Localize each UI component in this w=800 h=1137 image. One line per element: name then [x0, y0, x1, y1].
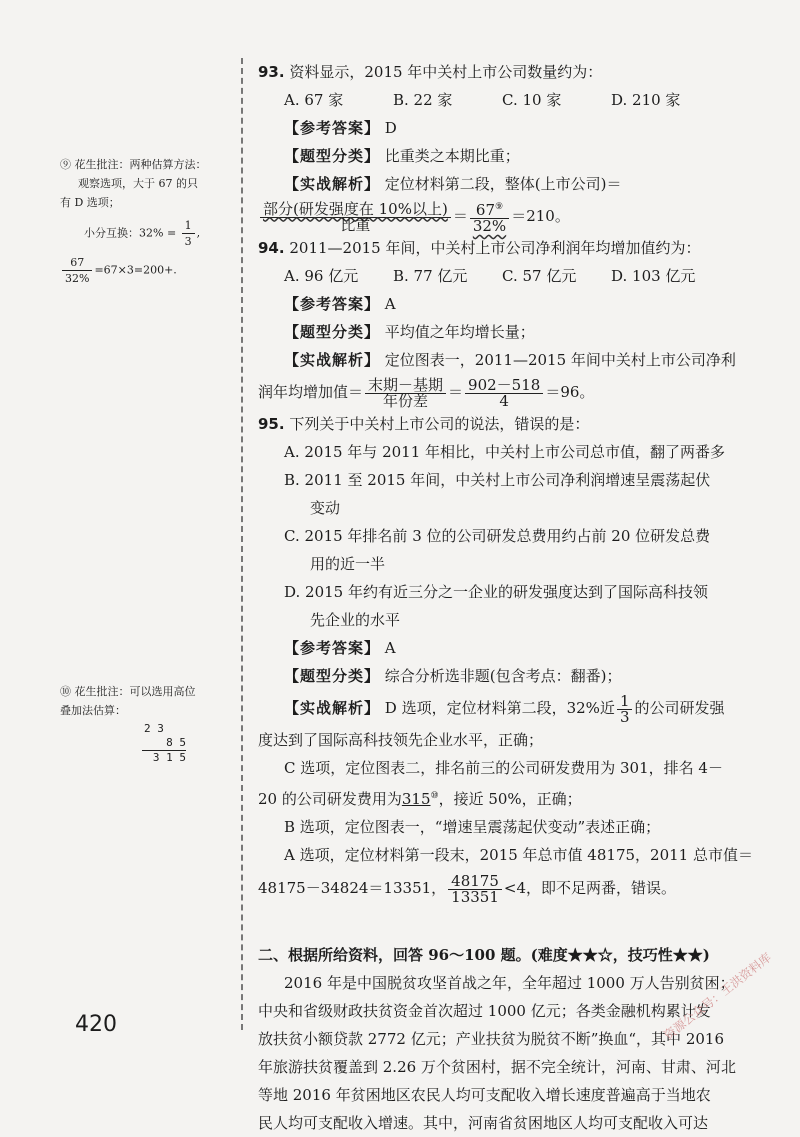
note10-line2: 叠加法估算： — [60, 704, 126, 717]
q94-fraction-1 — [365, 375, 446, 410]
q93-analysis-tag: 【实战解析】 — [284, 175, 381, 193]
q95-stem-line — [258, 410, 720, 438]
section2-para-line-3: 放扶贫小额贷款 2772 亿元；产业扶贫为脱贫不断”换血“，其中 2016 — [258, 1030, 724, 1048]
q95-analysis-line — [258, 690, 725, 726]
section2-para-line-1: 2016 年是中国脱贫攻坚首战之年，全年超过 1000 万人告别贫困； — [284, 974, 735, 992]
q95-d2-den: 13351 — [451, 887, 499, 906]
note9-line2: 观察选项，大于 67 的只 — [78, 177, 198, 190]
q93-analysis: 定位材料第二段，整体(上市公司)＝ — [384, 175, 622, 193]
note9-title: ⑨ 花生批注：两种估算方法： — [60, 158, 207, 171]
q95-analysis-a-cont — [258, 869, 720, 907]
q94-f1-num: 末期－基期 — [365, 378, 446, 394]
note10-column-addition — [142, 722, 186, 765]
q95-d2-pre: 48175－34824＝13351， — [258, 879, 447, 897]
q93-f2-num: 67 — [475, 201, 496, 219]
q95-frac-num: 1 — [617, 694, 633, 710]
q93-footnote-mark: ⑨ — [495, 202, 504, 212]
q95-type-line — [258, 662, 720, 690]
note9-fraction-1-3 — [182, 218, 195, 249]
q95-analysis-b: B 选项，定位图表一，“增速呈震荡起伏变动”表述正确； — [284, 818, 661, 836]
q93-type-tag: 【题型分类】 — [284, 147, 381, 165]
q95-option-d: D. 2015 年约有近三分之一企业的研发强度达到了国际高科技领 — [284, 583, 708, 601]
note9-line3: 有 D 选项； — [60, 196, 120, 209]
q95-c2-post: ，接近 50%，正确； — [438, 790, 582, 808]
q94-option-a: A. 96 亿元 — [284, 267, 359, 285]
q95-option-b: B. 2011 至 2015 年间，中关村上市公司净利润增速呈震荡起伏 — [284, 471, 711, 489]
q94-stem-line — [258, 234, 720, 262]
q95-stem: 下列关于中关村上市公司的说法，错误的是： — [289, 415, 590, 433]
q93-answer-tag: 【参考答案】 — [284, 119, 381, 137]
q94-formula-line: 润年均增加值＝ $\frac{\text{末期－基期}}{\text{年份差}}$ ＝ $\frac{902-518}{4}$ ＝96。 — [258, 375, 595, 410]
q94-stem: 2011—2015 年间，中关村上市公司净利润年均增加值约为： — [289, 239, 701, 257]
note9-frac2-num: 67 — [62, 255, 92, 271]
q95-fraction-1-3 — [617, 691, 633, 726]
note9-line5-text: =67×3=200+. — [94, 263, 177, 277]
q93-fraction-2 — [470, 200, 509, 234]
q93-answer: D — [384, 119, 397, 137]
note9-fraction-67-32 — [62, 255, 92, 286]
q94-fraction-2 — [465, 375, 543, 410]
q95-option-b-cont: 变动 — [310, 499, 341, 517]
note9-line4: 小分互换：32% = $\frac{1}{3}$ , — [84, 219, 201, 248]
q95-answer-tag: 【参考答案】 — [284, 639, 381, 657]
note10-title: ⑩ 花生批注：可以选用高位 — [60, 685, 196, 698]
section2-para-line-6: 民人均可支配收入增速。其中，河南省贫困地区人均可支配收入可达 — [258, 1114, 709, 1132]
q95-analysis-d-cont: 度达到了国际高科技领先企业水平，正确； — [258, 731, 544, 749]
q94-f2-num: 902－518 — [465, 378, 543, 394]
q93-option-c: C. 10 家 — [502, 91, 562, 109]
q95-analysis-d-pre: D 选项，定位材料第二段，32%近 — [384, 699, 615, 717]
q95-d2-post: <4，即不足两番，错误。 — [503, 879, 676, 897]
q94-type: 平均值之年均增长量； — [384, 323, 535, 341]
q94-analysis-line — [258, 346, 736, 374]
note9-frac2-den: 32% — [65, 272, 90, 285]
q94-option-b: B. 77 亿元 — [393, 267, 468, 285]
q94-result: ＝96。 — [545, 383, 595, 401]
page-number: 420 — [75, 1012, 117, 1037]
section2-para-line-5: 等地 2016 年贫困地区农民人均可支配收入增长速度普遍高于当地农 — [258, 1086, 711, 1104]
side-note-9 — [60, 155, 240, 286]
q93-stem: 资料显示，2015 年中关村上市公司数量约为： — [289, 63, 603, 81]
q94-answer-line — [258, 290, 720, 318]
add-row-2: 8 5 — [142, 736, 186, 751]
q95-analysis-tag: 【实战解析】 — [284, 699, 381, 717]
q95-option-d-cont: 先企业的水平 — [310, 611, 401, 629]
q94-f2-den: 4 — [499, 391, 509, 410]
q95-option-c-cont: 用的近一半 — [310, 555, 386, 573]
section2-para-line-4: 年旅游扶贫覆盖到 2.26 万个贫困村，据不完全统计，河南、甘肃、河北 — [258, 1058, 736, 1076]
q94-option-d: D. 103 亿元 — [611, 267, 696, 285]
add-sum: 3 1 5 — [152, 751, 186, 764]
q94-line2-pre: 润年均增加值＝ — [258, 383, 364, 401]
q93-f1-den: 比重 — [340, 215, 371, 234]
q95-analysis-c-cont — [258, 782, 720, 813]
q95-c2-value: 315 — [401, 790, 431, 808]
q95-frac-den: 3 — [619, 707, 630, 726]
note9-line4-text: 小分互换：32% = — [84, 226, 177, 240]
q95-type-tag: 【题型分类】 — [284, 667, 381, 685]
q93-number: 93. — [258, 63, 285, 81]
q93-option-b: B. 22 家 — [393, 91, 453, 109]
q93-option-a: A. 67 家 — [284, 91, 344, 109]
q93-options — [258, 86, 720, 114]
q94-options — [258, 262, 720, 290]
q93-option-d: D. 210 家 — [611, 91, 681, 109]
q94-analysis: 定位图表一，2011—2015 年间中关村上市公司净利 — [384, 351, 736, 369]
q95-number: 95. — [258, 415, 285, 433]
section2-heading: 二、根据所给资料，回答 96～100 题。(难度★★☆，技巧性★★) — [258, 946, 710, 964]
side-note-10 — [60, 682, 240, 765]
main-column — [258, 58, 753, 1137]
q93-result: ＝210。 — [511, 207, 570, 225]
q93-stem-line — [258, 58, 720, 86]
q94-answer-tag: 【参考答案】 — [284, 295, 381, 313]
q95-option-c: C. 2015 年排名前 3 位的公司研发总费用约占前 20 位研发总费 — [284, 527, 711, 545]
note9-frac-num: 1 — [182, 218, 195, 234]
q93-type-line — [258, 142, 720, 170]
note9-line5 — [60, 255, 240, 286]
add-row-1: 2 3 — [144, 722, 164, 735]
q95-c2-pre: 20 的公司研发费用为 — [258, 790, 402, 808]
q95-analysis-c: C 选项，定位图表二，排名前三的公司研发费用为 301，排名 4－ — [284, 759, 723, 777]
q93-f2-den: 32% — [472, 217, 507, 235]
q93-type: 比重类之本期比重； — [384, 147, 520, 165]
section2-para-line-2: 中央和省级财政扶贫资金首次超过 1000 亿元；各类金融机构累计发 — [258, 1002, 711, 1020]
margin-divider — [241, 58, 243, 1030]
q94-option-c: C. 57 亿元 — [502, 267, 577, 285]
q95-type: 综合分析选非题(包含考点：翻番)； — [384, 667, 622, 685]
q95-analysis-a: A 选项，定位材料第一段末，2015 年总市值 48175，2011 总市值＝ — [284, 846, 753, 864]
q93-analysis-line — [258, 170, 720, 198]
q93-f1-num: 部分(研发强度在 10%以上) — [260, 202, 451, 218]
q93-answer-line — [258, 114, 720, 142]
q95-answer: A — [384, 639, 396, 657]
q95-option-a: A. 2015 年与 2011 年相比，中关村上市公司总市值，翻了两番多 — [284, 443, 726, 461]
note9-frac-den: 3 — [184, 235, 192, 248]
q94-analysis-tag: 【实战解析】 — [284, 351, 381, 369]
q94-answer: A — [384, 295, 396, 313]
q94-number: 94. — [258, 239, 285, 257]
q94-f1-den: 年份差 — [383, 391, 429, 410]
q95-fraction-48175 — [448, 871, 502, 906]
watermark: 资源公众号：王洪资料库 — [661, 950, 774, 1043]
q93-fraction-1 — [260, 199, 451, 234]
q94-type-line — [258, 318, 720, 346]
q95-answer-line — [258, 634, 720, 662]
q93-formula-line: $\frac{\text{部分(研发强度在 10\%以上)}}{\text{比重}}$ ＝ $\frac{67^⑨}{32\%}$ ＝210。 — [258, 198, 720, 234]
q95-footnote-mark: ⑩ — [430, 791, 439, 801]
q94-type-tag: 【题型分类】 — [284, 323, 381, 341]
q95-d2-num: 48175 — [448, 874, 502, 890]
q95-analysis-d-post: 的公司研发强 — [634, 699, 725, 717]
